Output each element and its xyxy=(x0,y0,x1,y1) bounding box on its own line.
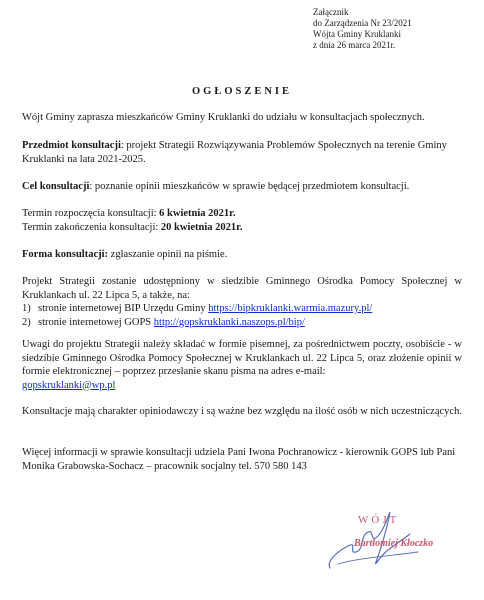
form-paragraph xyxy=(22,248,462,262)
attachment-line: do Zarządzenia Nr 23/2021 xyxy=(313,18,412,28)
list-item xyxy=(22,302,462,316)
attachment-line: Załącznik xyxy=(313,7,349,17)
intro-paragraph: Wójt Gminy zaprasza mieszkańców Gminy Kruklanki do udziału w konsultacjach społecznych. xyxy=(22,112,425,123)
attachment-line: Wójta Gminy Kruklanki xyxy=(313,29,401,39)
bip-link[interactable]: https://bipkruklanki.warmia.mazury.pl/ xyxy=(208,303,373,314)
form-label: Forma konsultacji: xyxy=(22,249,109,260)
list-item-text: stronie internetowej BIP Urzędu Gminy xyxy=(38,303,209,314)
availability-paragraph xyxy=(22,275,462,329)
goal-text: : poznanie opinii mieszkańców w sprawie będącej przedmiotem konsultacji. xyxy=(89,181,410,192)
comments-paragraph xyxy=(22,338,462,392)
end-date-line xyxy=(22,221,462,235)
nature-paragraph: Konsultacje mają charakter opiniodawczy i są ważne bez względu na ilość osób w nich uczestniczących. xyxy=(22,406,462,417)
start-date-line xyxy=(22,207,462,221)
document-title: OGŁOSZENIE xyxy=(191,86,293,97)
end-date-value: 20 kwietnia 2021r. xyxy=(160,221,243,233)
form-text: zgłaszanie opinii na piśmie. xyxy=(108,249,228,260)
list-item xyxy=(22,316,462,330)
goal-paragraph xyxy=(22,180,462,194)
list-number: 2) xyxy=(22,316,31,328)
start-date-value: 6 kwietnia 2021r. xyxy=(159,208,236,219)
subject-text: : projekt Strategii Rozwiązywania Problemów Społecznych na terenie Gminy Kruklanki na lata 2021-2025. xyxy=(22,140,447,165)
availability-text: Projekt Strategii zostanie udostępniony w siedzibie Gminnego Ośrodka Pomocy Społecznej w Kruklankach ul. 22 Lipca 5, a także, na: xyxy=(22,276,462,301)
stamp-name: Bartłomiej Kłoczko xyxy=(354,538,434,549)
attachment-header xyxy=(313,7,412,51)
start-date-label: Termin rozpoczęcia konsultacji: xyxy=(22,208,160,219)
subject-paragraph xyxy=(22,139,462,166)
subject-label: Przedmiot konsultacji xyxy=(22,140,121,151)
end-date-label: Termin zakończenia konsultacji: xyxy=(22,221,161,233)
goal-label: Cel konsultacji xyxy=(22,181,90,192)
gops-link[interactable]: http://gopskruklanki.naszops.pl/bip/ xyxy=(153,316,305,328)
email-link[interactable]: gopskruklanki@wp.pl xyxy=(22,379,116,391)
info-paragraph: Więcej informacji w sprawie konsultacji udziela Pani Iwona Pochranowicz - kierownik GOPS lub Pani Monika Grabowska-Sochacz – pracownik socjalny tel. 570 580 143 xyxy=(22,447,456,472)
list-item-text: stronie internetowej GOPS xyxy=(38,316,154,328)
stamp-title: WÓJT xyxy=(358,514,400,526)
list-number: 1) xyxy=(22,303,31,314)
attachment-line: z dnia 26 marca 2021r. xyxy=(313,40,396,50)
comments-text: Uwagi do projektu Strategii należy składać w formie pisemnej, za pośrednictwem poczty, osobiście - w siedzibie Gminnego Ośrodka Pomocy Społecznej w Kruklankach ul. 22 Lipca 5, oraz złożenie opinii w formie elektronicznej – poprzez przesłanie skanu pisma na adres e-mail: xyxy=(22,339,462,377)
dates-paragraph xyxy=(22,207,462,234)
